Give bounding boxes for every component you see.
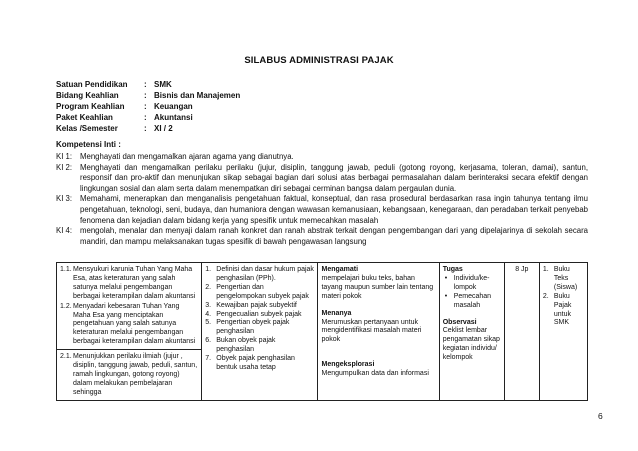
identity-row [56, 123, 240, 134]
alokasi-waktu-cell [504, 263, 539, 401]
materi-item-text: Obyek pajak penghasilan bentuk usaha tetap [216, 355, 295, 371]
sumber-belajar-cell [539, 263, 587, 401]
kd-group-a [57, 263, 201, 349]
materi-item-text: Pengertian obyek pajak penghasilan [216, 319, 290, 336]
materi-item-number: 6. [205, 337, 212, 345]
identity-label: Paket Keahlian [56, 113, 113, 122]
kd-text: Mensyukuri karunia Tuhan Yang Maha Esa, atas keteraturan yang salah satunya melalui pengembangan berbagai keterampilan dalam akuntansi [73, 266, 196, 300]
identity-row [56, 101, 240, 112]
sumber-item-number: 1. [542, 266, 549, 273]
page-number: 6 [598, 411, 603, 421]
tugas-item [443, 275, 501, 293]
materi-item [205, 284, 314, 302]
identity-label: Kelas /Semester [56, 124, 118, 133]
bullet-icon: • [444, 274, 448, 282]
ki-text: Menghayati dan mengamalkan perilaku perilaku (jujur, disiplin, tanggung jawab, peduli (gotong royong, kerjasama, toleran, damai), santun, responsif dan pro-aktif dan menunjukan sikap sebagai bagian dari solusi atas berbagai permasalahan dalam berinteraksi secara efektif dengan lingkungan sosial dan alam serta dalam menempatkan diri sebagai cerminan bangsa dalam pergaulan dunia. [80, 162, 588, 193]
eksplorasi-heading: Mengeksplorasi [321, 361, 375, 369]
identity-label: Bidang Keahlian [56, 91, 119, 100]
bullet-icon: • [444, 292, 448, 300]
tugas-item [443, 293, 501, 311]
mengamati-heading: Mengamati [321, 266, 359, 273]
kd-text: Menunjukkan perilaku ilmiah (jujur , disiplin, tanggung jawab, peduli, santun, ramah lingkungan, gotong royong) dalam melakukan pembelajaran sehingga [73, 353, 198, 396]
alokasi-waktu: 8 Jp [515, 266, 529, 273]
ki-code: KI 2: [56, 162, 73, 172]
syllabus-table [56, 262, 588, 401]
ki-item [56, 194, 588, 226]
ki-item [56, 152, 588, 163]
tugas-list [443, 275, 501, 311]
materi-item-text: Pengertian dan pengelompokan subyek pajak [216, 283, 309, 300]
identity-separator: : [144, 102, 147, 111]
ki-code: KI 3: [56, 194, 73, 204]
ki-text: mengolah, menalar dan menyaji dalam ranah konkret dan ranah abstrak terkait dengan pengembangan dari yang dipelajarinya di sekolah secara mandiri, dan mampu melaksanakan tugas spesifik di bawah pengawasan langsung [80, 226, 588, 246]
materi-pokok-cell [202, 263, 318, 401]
materi-item-text: Definisi dan dasar hukum pajak penghasilan (PPh). [216, 266, 314, 282]
materi-item [205, 266, 314, 284]
ki-text: Menghayati dan mengamalkan ajaran agama yang dianutnya. [80, 152, 294, 161]
kd-item [60, 303, 198, 348]
sumber-item [543, 293, 584, 329]
observasi-heading: Observasi [442, 318, 477, 326]
sumber-item-text: Buku Pajak untuk SMK [553, 292, 572, 327]
kd-number: 1.2. [60, 302, 72, 310]
sumber-item [543, 266, 584, 293]
menanya-heading: Menanya [321, 309, 352, 317]
materi-item [205, 355, 314, 373]
materi-list [205, 266, 314, 373]
identity-row [56, 112, 240, 123]
kd-item [60, 353, 198, 398]
materi-item [205, 302, 314, 311]
identity-value: SMK [154, 80, 172, 89]
identity-label: Satuan Pendidikan [56, 80, 128, 89]
identity-separator: : [144, 113, 147, 122]
identity-table [56, 79, 240, 134]
materi-item-text: Bukan obyek pajak penghasilan [216, 337, 276, 354]
table-row [57, 263, 588, 401]
tugas-text: Individu/ke-lompok [453, 274, 490, 291]
kompetensi-dasar-cell [57, 263, 202, 401]
identity-row [56, 79, 240, 90]
materi-item-number: 3. [205, 301, 212, 309]
identity-value: XI / 2 [154, 124, 173, 133]
materi-item [205, 337, 314, 355]
identity-row [56, 90, 240, 101]
materi-item [205, 311, 314, 320]
observasi-text: Ceklist lembar pengamatan sikap kegiatan individu/ kelompok [442, 327, 500, 362]
identity-separator: : [144, 91, 147, 100]
kd-number: 1.1. [60, 266, 72, 273]
mengamati-text: mempelajari buku teks, bahan tayang maupun sumber lain tentang materi pokok [321, 274, 434, 300]
materi-item-number: 5. [205, 319, 212, 327]
page-title: SILABUS ADMINISTRASI PAJAK [244, 55, 394, 66]
identity-value: Keuangan [154, 102, 193, 111]
identity-separator: : [144, 80, 147, 89]
identity-value: Bisnis dan Manajemen [154, 91, 241, 100]
identity-value: Akuntansi [154, 113, 193, 122]
identity-separator: : [144, 124, 147, 133]
identity-label: Program Keahlian [56, 102, 125, 111]
kompetensi-inti-list [56, 152, 588, 247]
kompetensi-inti-heading: Kompetensi Inti : [56, 140, 121, 149]
tugas-heading: Tugas [442, 266, 463, 273]
materi-item-text: Pengecualian subyek pajak [216, 310, 302, 318]
materi-item [205, 319, 314, 337]
sumber-item-text: Buku Teks (Siswa) [553, 266, 578, 291]
sumber-item-number: 2. [542, 292, 549, 300]
menanya-text: Merumuskan pertanyaan untuk mengidentifikasi masalah materi pokok [321, 318, 422, 344]
kd-group-b [57, 349, 201, 400]
materi-item-number: 2. [205, 283, 212, 291]
ki-item [56, 226, 588, 247]
eksplorasi-text: Mengumpulkan data dan informasi [321, 370, 429, 378]
sumber-list [543, 266, 584, 328]
kd-text: Menyadari kebesaran Tuhan Yang Maha Esa yang menciptakan pengetahuan yang salah satunya keteraturan melalui pengembangan berbagai keterampilan dalam akuntansi [73, 302, 196, 346]
penilaian-cell [439, 263, 504, 401]
materi-item-text: Kewajiban pajak subyektif [216, 301, 297, 309]
kd-number: 2.1. [60, 353, 72, 361]
ki-code: KI 1: [56, 152, 73, 161]
kd-item [60, 266, 198, 302]
materi-item-number: 1. [205, 266, 212, 273]
ki-item [56, 163, 588, 195]
tugas-text: Pemecahan masalah [453, 292, 492, 309]
materi-item-number: 4. [205, 310, 212, 318]
ki-text: Memahami, menerapkan dan menganalisis pengetahuan faktual, konseptual, dan rasa prosedural berdasarkan rasa ingin tahunya tentang ilmu pengetahuan, teknologi, seni, budaya, dan humaniora dengan wawasan kemanusiaan, kebangsaan, kenegaraan, dan peradaban terkait penyebab fenomena dan kejadian dalam bidang kerja yang spesifik untuk memecahkan masalah [80, 194, 588, 225]
ki-code: KI 4: [56, 226, 73, 236]
materi-item-number: 7. [205, 355, 212, 363]
kegiatan-cell [318, 263, 439, 401]
